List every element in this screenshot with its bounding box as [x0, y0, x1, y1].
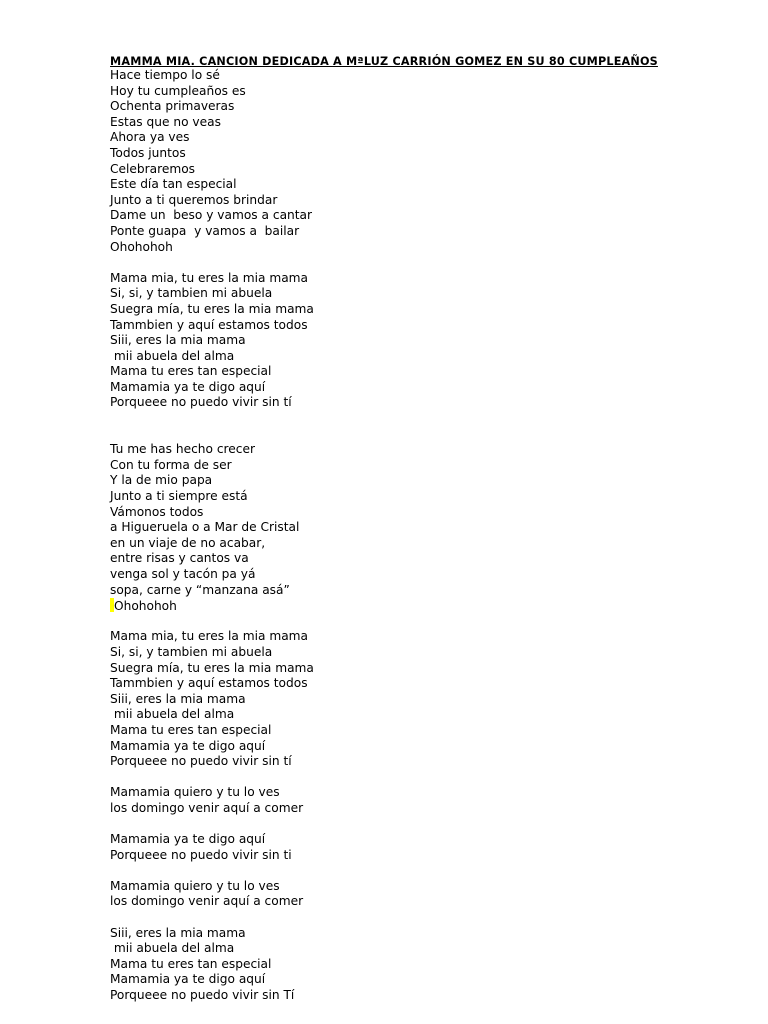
- lyric-text: Mama tu eres tan especial: [110, 956, 272, 971]
- lyric-line: [110, 473, 750, 489]
- blank-line: [110, 910, 750, 926]
- lyric-text: mii abuela del alma: [110, 941, 235, 956]
- lyric-text: Hace tiempo lo sé: [110, 68, 220, 82]
- lyric-text: Mamamia ya te digo aquí: [110, 738, 266, 753]
- lyric-line: [110, 832, 750, 848]
- lyric-line: [110, 926, 750, 942]
- lyric-line: [110, 739, 750, 755]
- lyric-line: [110, 645, 750, 661]
- lyric-line: [110, 801, 750, 817]
- lyric-line: [110, 707, 750, 723]
- lyric-text: Si, si, y tambien mi abuela: [110, 286, 273, 301]
- lyric-line: [110, 489, 750, 505]
- lyric-text: Si, si, y tambien mi abuela: [110, 644, 273, 659]
- blank-line: [110, 770, 750, 786]
- lyric-line: [110, 598, 750, 614]
- lyric-line: [110, 505, 750, 521]
- lyric-line: [110, 551, 750, 567]
- lyric-text: Y la de mio papa: [110, 473, 213, 488]
- lyric-text: Mamamia quiero y tu lo ves: [110, 785, 280, 800]
- lyric-line: [110, 583, 750, 599]
- lyric-text: Celebraremos: [110, 161, 196, 176]
- blank-line: [110, 817, 750, 833]
- lyric-line: [110, 458, 750, 474]
- lyric-line: [110, 333, 750, 349]
- lyric-text: Mama tu eres tan especial: [110, 364, 272, 379]
- lyric-text: Ochenta primaveras: [110, 99, 235, 114]
- lyric-text: Siii, eres la mia mama: [110, 691, 246, 706]
- lyric-line: [110, 941, 750, 957]
- song-title: MAMMA MIA. CANCION DEDICADA A MªLUZ CARRIÓN GOMEZ EN SU 80 CUMPLEAÑOS: [110, 55, 658, 68]
- lyric-text: Junto a ti queremos brindar: [110, 192, 278, 207]
- lyric-line: [110, 364, 750, 380]
- lyric-line: [110, 879, 750, 895]
- lyric-text: mii abuela del alma: [110, 348, 235, 363]
- lyric-line: [110, 130, 750, 146]
- blank-line: [110, 411, 750, 427]
- lyric-line: [110, 302, 750, 318]
- lyric-text: Junto a ti siempre está: [110, 489, 248, 504]
- lyric-line: [110, 271, 750, 287]
- lyric-text: Mama mia, tu eres la mia mama: [110, 270, 309, 285]
- lyric-text: Suegra mía, tu eres la mia mama: [110, 301, 314, 316]
- lyric-line: [110, 84, 750, 100]
- lyric-text: en un viaje de no acabar,: [110, 535, 266, 550]
- lyric-text: Todos juntos: [110, 145, 186, 160]
- lyric-text: Hoy tu cumpleaños es: [110, 83, 246, 98]
- lyric-text: Tu me has hecho crecer: [110, 442, 255, 457]
- lyric-line: [110, 629, 750, 645]
- blank-line: [110, 614, 750, 630]
- lyric-line: [110, 785, 750, 801]
- lyric-text: Mamamia ya te digo aquí: [110, 379, 266, 394]
- lyric-text: Suegra mía, tu eres la mia mama: [110, 660, 314, 675]
- lyric-line: [110, 661, 750, 677]
- lyric-line: [110, 146, 750, 162]
- lyric-line: [110, 692, 750, 708]
- lyric-line: [110, 676, 750, 692]
- lyric-line: [110, 395, 750, 411]
- lyric-line: [110, 442, 750, 458]
- lyric-line: [110, 723, 750, 739]
- lyrics-body: [110, 68, 750, 1004]
- lyric-line: [110, 972, 750, 988]
- lyric-text: Porqueee no puedo vivir sin tí: [110, 754, 292, 769]
- lyric-text: a Higueruela o a Mar de Cristal: [110, 520, 300, 535]
- lyric-text: Vámonos todos: [110, 504, 204, 519]
- lyric-text: Siii, eres la mia mama: [110, 925, 246, 940]
- lyric-text: Tammbien y aquí estamos todos: [110, 317, 308, 332]
- lyric-line: [110, 349, 750, 365]
- lyric-text: mii abuela del alma: [110, 707, 235, 722]
- lyric-line: [110, 848, 750, 864]
- lyric-line: [110, 957, 750, 973]
- lyric-text: los domingo venir aquí a comer: [110, 800, 304, 815]
- lyric-text: Ponte guapa y vamos a bailar: [110, 223, 300, 238]
- lyric-text: Porqueee no puedo vivir sin tí: [110, 395, 292, 410]
- lyric-line: [110, 754, 750, 770]
- lyric-line: [110, 988, 750, 1004]
- lyric-line: [110, 115, 750, 131]
- lyric-text: entre risas y cantos va: [110, 551, 249, 566]
- lyric-line: [110, 193, 750, 209]
- lyric-line: [110, 99, 750, 115]
- blank-line: [110, 427, 750, 443]
- lyric-line: [110, 177, 750, 193]
- lyric-text: Mamamia ya te digo aquí: [110, 832, 266, 847]
- lyric-text: Porqueee no puedo vivir sin Tí: [110, 988, 295, 1003]
- lyric-text: Siii, eres la mia mama: [110, 333, 246, 348]
- lyric-text: Ahora ya ves: [110, 130, 190, 145]
- lyric-text: Mamamia ya te digo aquí: [110, 972, 266, 987]
- lyric-text: Este día tan especial: [110, 177, 237, 192]
- lyric-text: Dame un beso y vamos a cantar: [110, 208, 313, 223]
- lyric-line: [110, 286, 750, 302]
- lyric-text: sopa, carne y “manzana asá”: [110, 582, 290, 597]
- lyric-line: [110, 520, 750, 536]
- lyric-text: venga sol y tacón pa yá: [110, 567, 256, 581]
- lyric-line: [110, 68, 750, 84]
- lyric-line: [110, 567, 750, 583]
- lyric-line: [110, 380, 750, 396]
- lyric-text: Mama tu eres tan especial: [110, 722, 272, 737]
- lyric-text: Estas que no veas: [110, 114, 221, 129]
- lyric-text: Porqueee no puedo vivir sin ti: [110, 847, 292, 862]
- lyric-line: [110, 894, 750, 910]
- blank-line: [110, 863, 750, 879]
- blank-line: [110, 255, 750, 271]
- lyric-line: [110, 208, 750, 224]
- lyric-line: [110, 318, 750, 334]
- lyric-text: Mamamia quiero y tu lo ves: [110, 878, 280, 893]
- lyric-text: Tammbien y aquí estamos todos: [110, 676, 308, 691]
- lyric-line: [110, 224, 750, 240]
- lyric-text: Con tu forma de ser: [110, 457, 232, 472]
- lyric-text: Mama mia, tu eres la mia mama: [110, 629, 309, 644]
- lyric-line: [110, 162, 750, 178]
- lyric-text: los domingo venir aquí a comer: [110, 894, 304, 909]
- lyric-line: [110, 536, 750, 552]
- lyric-line: [110, 240, 750, 256]
- lyric-text: Ohohohoh: [110, 239, 173, 254]
- lyric-text: Ohohohoh: [114, 599, 177, 614]
